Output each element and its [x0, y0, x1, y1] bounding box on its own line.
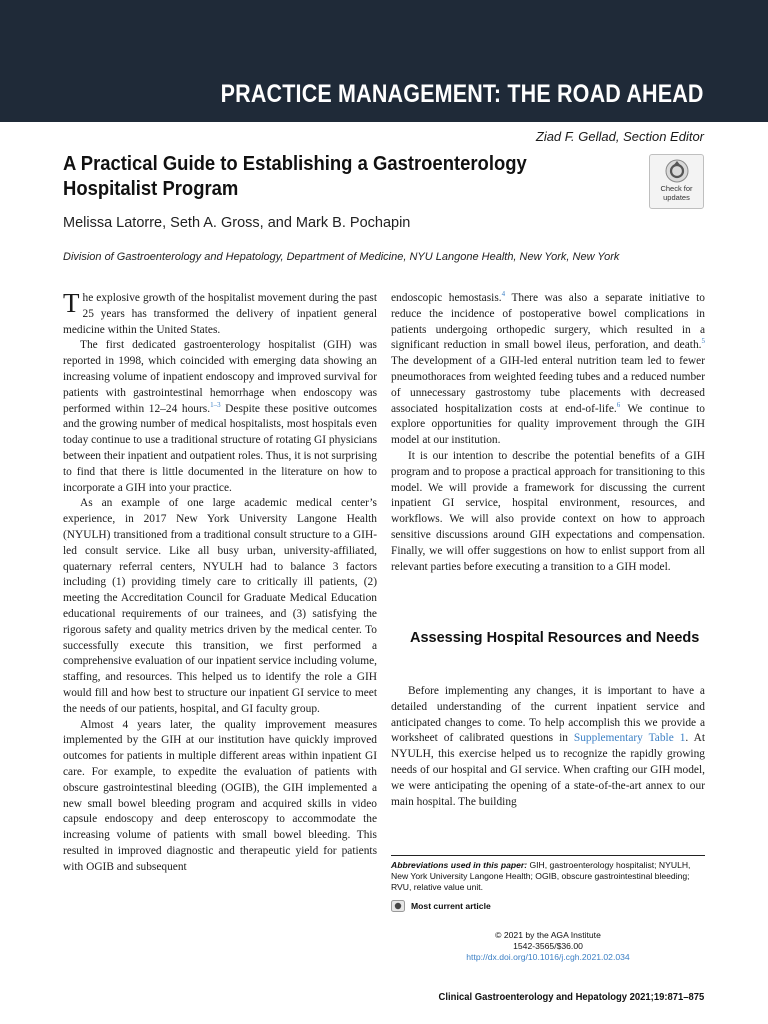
- affiliation: Division of Gastroenterology and Hepatology, Department of Medicine, NYU Langone Health, New York, New York: [63, 251, 620, 263]
- section-title: PRACTICE MANAGEMENT: THE ROAD AHEAD: [220, 80, 704, 108]
- reference-link[interactable]: 5: [701, 337, 705, 346]
- check-for-updates-button[interactable]: [649, 154, 704, 209]
- section-heading: Assessing Hospital Resources and Needs: [410, 630, 700, 646]
- paragraph: The first dedicated gastroenterology hospitalist (GIH) was reported in 1998, which coincided with emerging data showing an increasing volume of inpatient endoscopy and improved survival for patients with gastrointestinal hemorrhage when endoscopy was performed within 12–24 hours.$^{1-3}$ Despite these positive outcomes and the growing number of medical hospitalists, most hospitals even today continue to use a traditional structure of rotating GI physicians between their inpatient and outpatient roles. Thus, it is not surprising to find that there is little documented in the literature on how to incorporate a GIH into your practice.: [63, 339, 377, 494]
- section-banner: [0, 0, 768, 122]
- paragraph: Before implementing any changes, it is important to have a detailed understanding of the current inpatient service and anticipated changes to come. To help accomplish this we provide a worksheet of calibrated questions in Supplementary Table 1. At NYULH, this exercise helped us to recognize the rapidly growing needs of our hospital and GI service. When crafting our GIH model, we were anticipating the opening of a state-of-the-art annex to our main hospital. The building: [391, 685, 705, 808]
- paragraph: As an example of one large academic medical center’s experience, in 2017 New York University Langone Health (NYULH) transitioned from a traditional consult structure to a GIH-led consult service. Like all busy urban, university-affiliated, quaternary referral centers, NYULH had to balance 3 factors including (1) providing timely care to critically ill patients, (2) meeting the Accreditation Council for Graduate Medical Education educational requirements of our trainees, and (3) satisfying the rigorous safety and quality metrics driven by the medical center. To successfully execute this transition, we first performed a comprehensive evaluation of our inpatient service including volume, staffing, and resources. This helped us to identify the role a GIH would fill and how best to structure our inpatient GI service to meet the needs of our patients, hospital, and GI faculty group.: [63, 497, 377, 715]
- author-list: Melissa Latorre, Seth A. Gross, and Mark B. Pochapin: [63, 215, 411, 231]
- drop-cap: T: [63, 288, 80, 318]
- copyright-line: © 2021 by the AGA Institute: [495, 930, 601, 940]
- paragraph: The explosive growth of the hospitalist movement during the past 25 years has transformed the delivery of inpatient general medicine within the United States.: [63, 288, 377, 336]
- paragraph: It is our intention to describe the potential benefits of a GIH program and to propose a practical approach for transitioning to this model. We will provide a framework for discussing the current inpatient GI service, hospital environment, resources, and workflows. We will also provide context on how to approach sensitive discussions around GIH expectations and compensation. Finally, we will offer suggestions on how to enlist support from all relevant parties before executing a transition to a GIH model.: [391, 449, 705, 573]
- section-editor: Ziad F. Gellad, Section Editor: [535, 129, 704, 144]
- doi-link[interactable]: http://dx.doi.org/10.1016/j.cgh.2021.02.034: [466, 952, 630, 962]
- badge-line-2: updates: [663, 193, 690, 202]
- left-column: [63, 288, 377, 875]
- check-for-updates-icon: [664, 158, 690, 184]
- most-current-article: Most current article: [391, 900, 491, 912]
- reference-link[interactable]: 6: [616, 400, 621, 409]
- badge-line-1: Check for: [660, 184, 693, 193]
- journal-citation: Clinical Gastroenterology and Hepatology 2021;19:871–875: [438, 991, 704, 1003]
- paragraph: Almost 4 years later, the quality improvement measures implemented by the GIH at our institution have quickly improved outcomes for patients in multiple different areas within inpatient GI care. For example, to expedite the evaluation of patients with obscure gastrointestinal bleeding (OGIB), the GIH implemented a new small bowel bleeding program and acquired skills in video capsule endoscopy and deep enteroscopy to accommodate the increasing volume of patients with small bowel bleeding. This resulted in improved diagnostic and therapeutic yield for patients with OGIB and subsequent: [63, 718, 377, 873]
- copyright-block: [391, 930, 705, 963]
- issn-line: 1542-3565/$36.00: [513, 941, 583, 951]
- right-column-lower: [391, 684, 705, 810]
- abbreviations-footnote: Abbreviations used in this paper: GIH, gastroenterology hospitalist; NYULH, New York University Langone Health; OGIB, obscure gastrointestinal bleeding; RVU, relative value unit.: [391, 855, 705, 893]
- paragraph: endoscopic hemostasis.$^4$ There was also a separate initiative to reduce the incidence of postoperative bowel complications in patients undergoing orthopedic surgery, which resulted in a significant reduction in small bowel ileus, perforation, and death.$^5$ The development of a GIH-led enteral nutrition team led to fewer pneumothoraces from weighted feeding tubes and a reduced number of unnecessary gastrostomy tube placements with decreased associated hospitalization costs at end-of-life.$^6$ We continue to explore opportunities for quality improvement through the GIH model at our institution.: [391, 290, 705, 447]
- right-column: [391, 291, 705, 575]
- reference-link[interactable]: 4: [501, 290, 506, 299]
- reference-link[interactable]: 1–3: [210, 400, 221, 409]
- most-current-article-icon: [391, 900, 405, 912]
- article-title: A Practical Guide to Establishing a Gastroenterology Hospitalist Program: [63, 152, 527, 200]
- abbreviations-label: Abbreviations used in this paper:: [391, 860, 528, 870]
- supplementary-table-link[interactable]: Supplementary Table 1: [573, 732, 686, 745]
